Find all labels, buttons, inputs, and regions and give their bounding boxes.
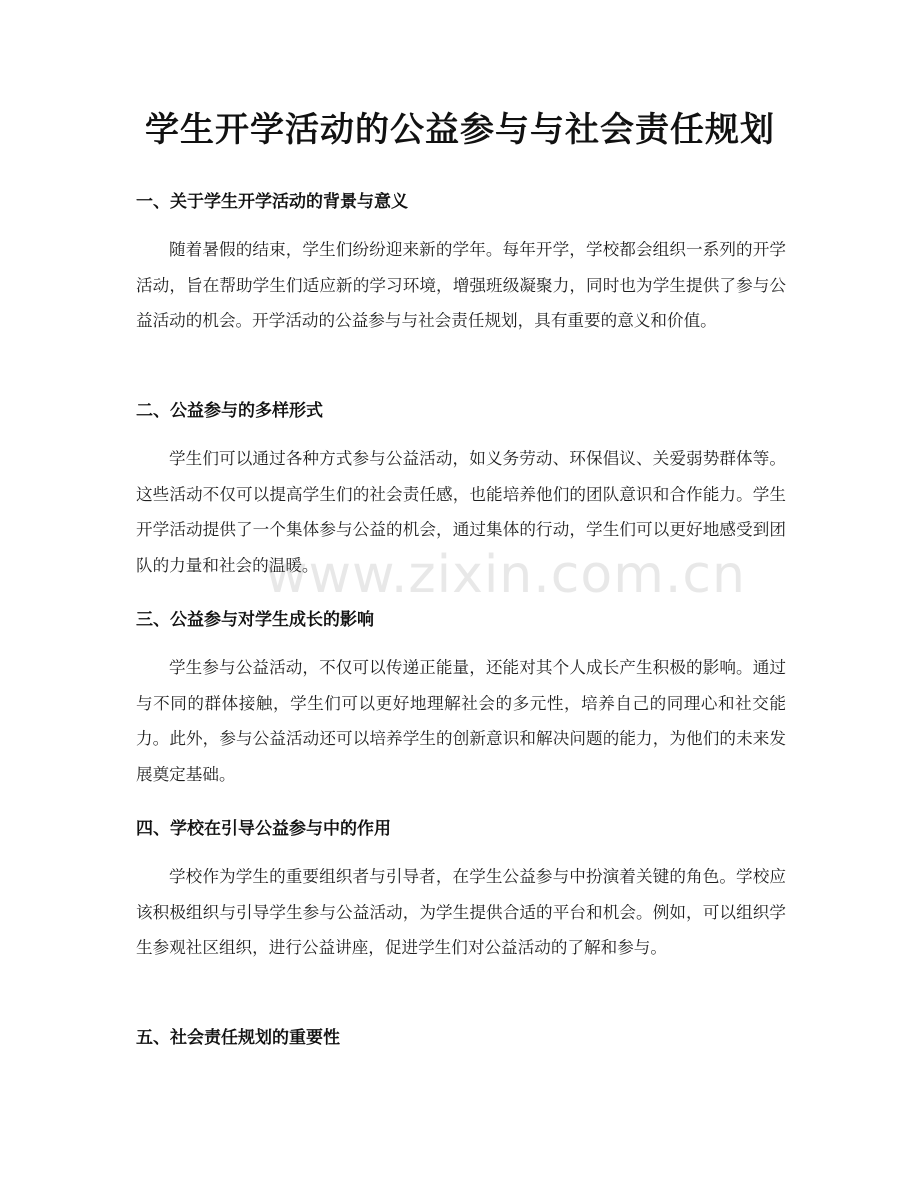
section-heading-2: 二、公益参与的多样形式 bbox=[136, 401, 323, 421]
section-paragraph-2: 学生们可以通过各种方式参与公益活动，如义务劳动、环保倡议、关爱弱势群体等。这些活动不仅可以提高学生们的社会责任感，也能培养他们的团队意识和合作能力。学生开学活动提供了一个集体参与公益的机会，通过集体的行动，学生们可以更好地感受到团队的力量和社会的温暖。 bbox=[136, 449, 786, 575]
section-heading-5: 五、社会责任规划的重要性 bbox=[136, 1028, 340, 1048]
section-heading-1: 一、关于学生开学活动的背景与意义 bbox=[136, 192, 408, 212]
document-title: 学生开学活动的公益参与与社会责任规划 bbox=[145, 110, 775, 150]
section-paragraph-4: 学校作为学生的重要组织者与引导者，在学生公益参与中扮演着关键的角色。学校应该积极组织与引导学生参与公益活动，为学生提供合适的平台和机会。例如，可以组织学生参观社区组织，进行公益讲座，促进学生们对公益活动的了解和参与。 bbox=[136, 867, 786, 957]
section-paragraph-3: 学生参与公益活动，不仅可以传递正能量，还能对其个人成长产生积极的影响。通过与不同的群体接触，学生们可以更好地理解社会的多元性，培养自己的同理心和社交能力。此外，参与公益活动还可以培养学生的创新意识和解决问题的能力，为他们的未来发展奠定基础。 bbox=[136, 658, 786, 784]
section-paragraph-1: 随着暑假的结束，学生们纷纷迎来新的学年。每年开学，学校都会组织一系列的开学活动，旨在帮助学生们适应新的学习环境，增强班级凝聚力，同时也为学生提供了参与公益活动的机会。开学活动的公益参与与社会责任规划，具有重要的意义和价值。 bbox=[136, 240, 786, 330]
section-heading-4: 四、学校在引导公益参与中的作用 bbox=[136, 819, 391, 839]
watermark: www.zixin.com.cn bbox=[265, 545, 746, 605]
section-heading-3: 三、公益参与对学生成长的影响 bbox=[136, 610, 374, 630]
